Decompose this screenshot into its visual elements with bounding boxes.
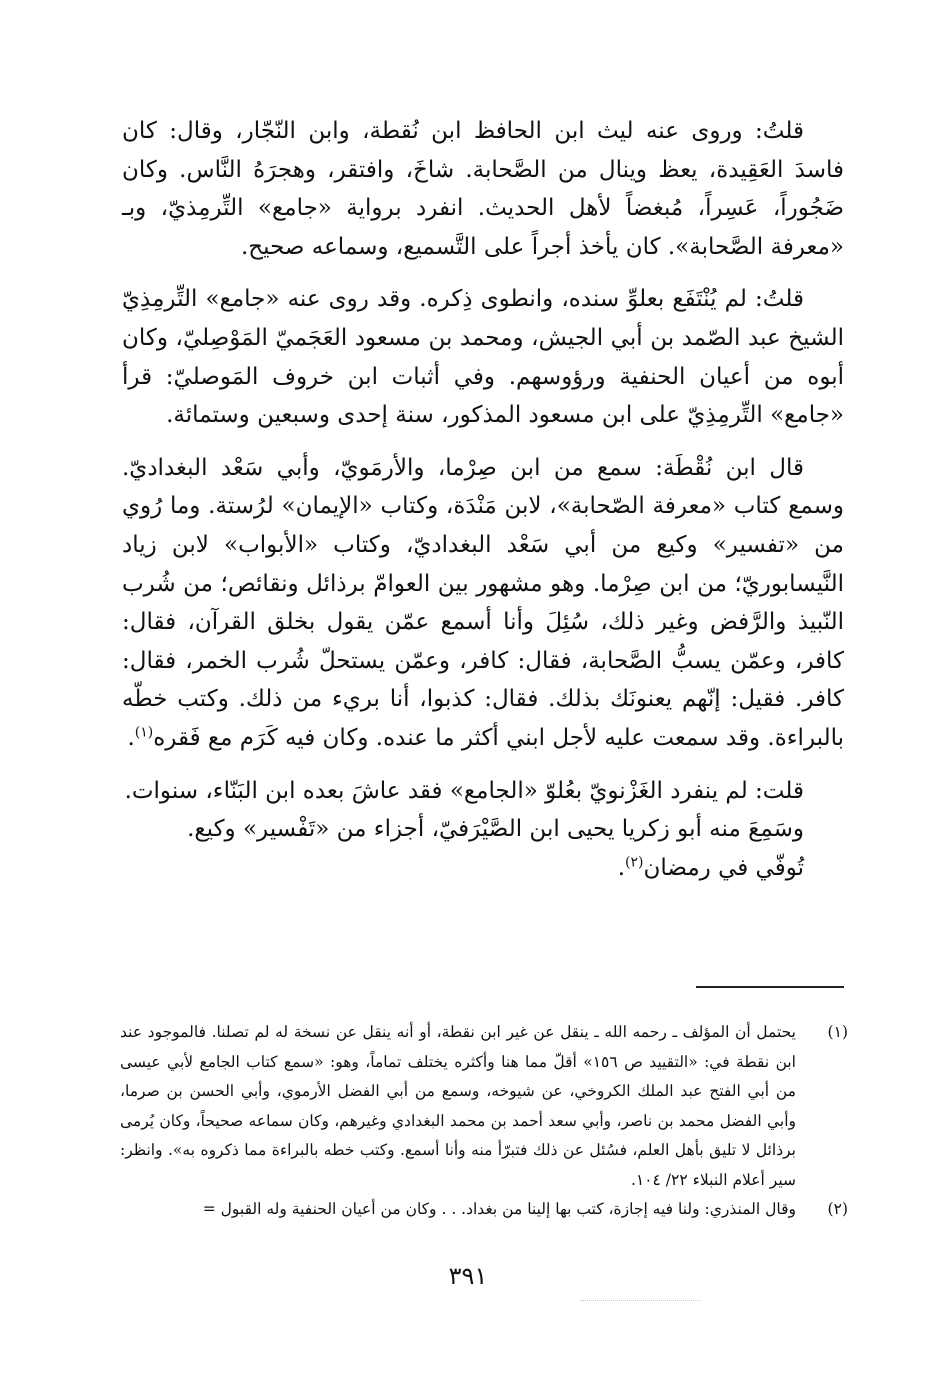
paragraph-1-text: قلتُ: وروى عنه ليث ابن الحافظ ابن نُقطة، وابن النّجّار، وقال: كان فاسدَ العَقِيدة، يعظ وينال من الصَّحابة. شاخَ، وافتقر، وهجرَهُ النَّاس. وكان ضَجُوراً، عَسِراً، مُبغضاً لأهل الحديث. انفرد برواية «جامع» التِّرمِذيّ، وبـ «معرفة الصَّحابة». كان يأخذ أجراً على التَّسميع، وسماعه صحيح. (122, 118, 844, 260)
scan-specks (580, 1300, 700, 1303)
footnote-2 (120, 1195, 848, 1225)
footnotes-section (120, 1018, 848, 1225)
paragraph-2 (122, 280, 844, 434)
paragraph-5 (122, 810, 844, 849)
paragraph-2-text: قلتُ: لم يُنْتَفَع بعلوِّ سنده، وانطوى ذِكره. وقد روى عنه «جامع» التِّرمِذِيّ الشيخ عبد الصّمد بن أبي الجيش، ومحمد بن مسعود العَجَميّ المَوْصِليّ، وكان أبوه من أعيان الحنفية ورؤوسهم. وفي أثبات ابن خروف المَوصليّ: قرأ «جامع» التِّرمِذِيّ على ابن مسعود المذكور، سنة إحدى وسبعين وستمائة. (122, 286, 844, 429)
footnote-2-text: وقال المنذري: ولنا فيه إجازة، كتب بها إلينا من بغداد. . . وكان من أعيان الحنفية وله القبول = (202, 1200, 796, 1218)
paragraph-3-text: قال ابن نُقْطَة: سمع من ابن صِرْما، والأرمَويّ، وأبي سَعْد البغداديّ. وسمع كتاب «معرفة الصّحابة»، لابن مَنْدَة، وكتاب «الإيمان» لرُستة. وما رُوي من «تفسير» وكيع من أبي سَعْد البغداديّ، وكتاب «الأبواب» لابن زياد النَّيسابوريّ؛ من ابن صِرْما. وهو مشهور بين العوامّ برذائل ونقائص؛ من شُرب النّبيذ والرَّفض وغير ذلك، سُئِلَ وأنا أسمع عمّن يقول بخلق القرآن، فقال: كافر، وعمّن يسبُّ الصَّحابة، فقال: كافر، وعمّن يستحلّ شُرب الخمر، فقال: كافر. فقيل: إنّهم يعنونَك بذلك. فقال: كذبوا، أنا بريء من ذلك. وكتب خطّه بالبراءة. وقد سمعت عليه لأجل ابني أكثر ما عنده. وكان فيه كَرَم مع فَقره (122, 454, 844, 751)
paragraph-6 (122, 849, 844, 888)
main-text-body (122, 112, 844, 887)
footnote-ref-1: (١) (134, 724, 154, 741)
footnote-1-text: يحتمل أن المؤلف ـ رحمه الله ـ ينقل عن غير ابن نقطة، أو أنه ينقل عن نسخة له لم تصلنا. فالموجود عند ابن نقطة في: «التقييد ص ١٥٦» أقلّ مما هنا وأكثره يختلف تماماً، وهو: «سمع كتاب الجامع لأبي عيسى من أبي الفتح عبد الملك الكروخي، عن شيوخه، وسمع من أبي الفضل الأرموي، وأبي الحسن بن صرما، وأبي الفضل محمد بن ناصر، وأبي سعد أحمد بن محمد البغدادي وغيرهم، وكان سماعه صحيحاً، وكان يُرمى برذائل لا تليق بأهل العلم، فسُئل عن ذلك فتبرّأ منه وأنا أسمع. وكتب خطه بالبراءة مما ذكروه به». وانظر: سير أعلام النبلاء ٢٢/ ١٠٤. (120, 1023, 796, 1189)
paragraph-1 (122, 112, 844, 266)
footnote-2-number: (٢) (827, 1200, 848, 1218)
footnote-1-number: (١) (827, 1023, 848, 1041)
paragraph-6-end: . (617, 854, 626, 881)
page-number: ٣٩١ (448, 1262, 488, 1290)
paragraph-4 (122, 772, 844, 811)
paragraph-4-text: قلت: لم ينفرد الغَزْنويّ بعُلوّ «الجامع» فقد عاشَ بعده ابن البَنّاء، سنوات. (124, 777, 804, 804)
paragraph-5-text: وسَمِعَ منه أبو زكريا يحيى ابن الصَّيْرَفيّ، أجزاء من «تَفْسير» وكيع. (187, 816, 804, 843)
paragraph-6-text: تُوفّي في رمضان (643, 854, 804, 881)
paragraph-3-end: . (127, 724, 135, 751)
footnote-1 (120, 1018, 848, 1195)
footnote-ref-2: (٢) (625, 854, 644, 871)
footnote-divider (696, 986, 844, 988)
paragraph-3 (122, 449, 844, 758)
